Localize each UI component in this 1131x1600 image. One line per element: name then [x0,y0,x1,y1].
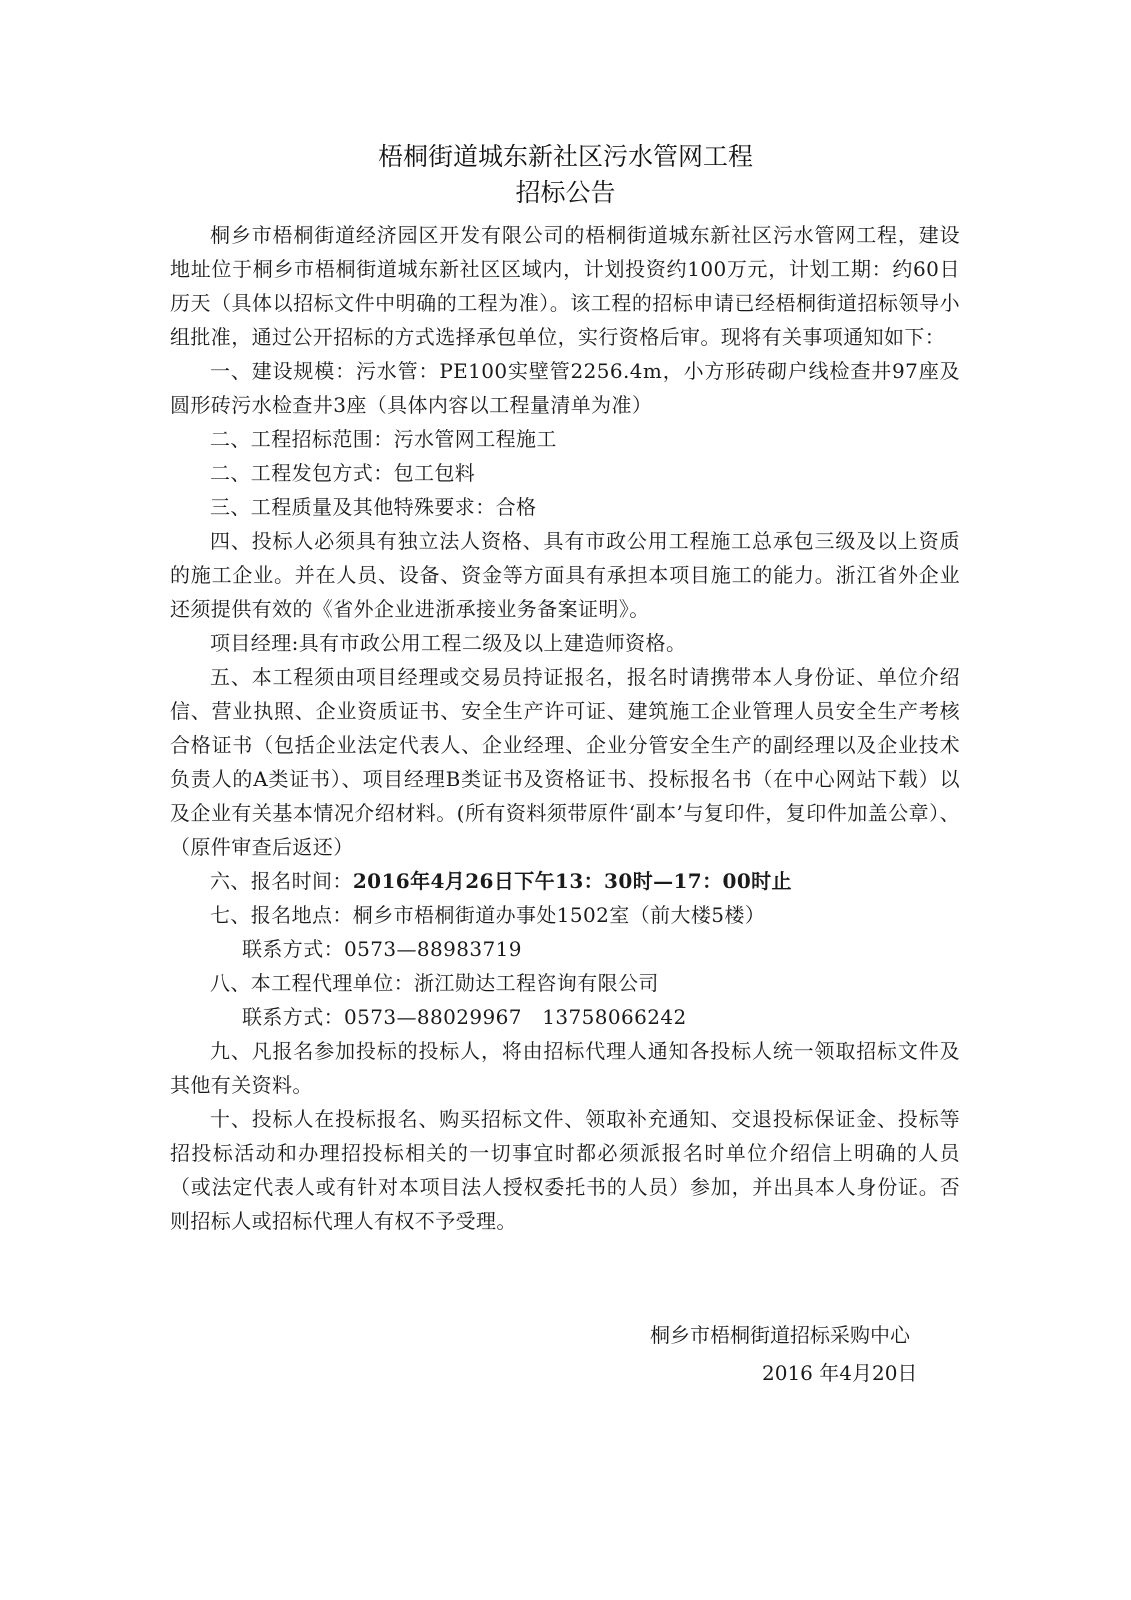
item-document-collection: 九、凡报名参加投标的投标人，将由招标代理人通知各投标人统一领取招标文件及其他有关资料。 [170,1039,960,1097]
registration-time-value: 2016年4月26日下午13：30时—17：00时止 [352,869,792,893]
intro-paragraph: 桐乡市梧桐街道经济园区开发有限公司的梧桐街道城东新社区污水管网工程，建设地址位于桐乡市梧桐街道城东新社区区域内，计划投资约100万元，计划工期：约60日历天（具体以招标文件中明确的工程为准）。该工程的招标申请已经梧桐街道招标领导小组批准，通过公开招标的方式选择承包单位，实行资格后审。现将有关事项通知如下： [170,223,960,349]
contact-registration: 联系方式：0573—88983719 [242,937,522,961]
document-title: 梧桐街道城东新社区污水管网工程 [377,142,753,171]
item-authorized-personnel: 十、投标人在投标报名、购买招标文件、领取补充通知、交退投标保证金、投标等招投标活动和办理招投标相关的一切事宜时都必须派报名时单位介绍信上明确的人员（或法定代表人或有针对本项目法人授权委托书的人员）参加，并出具本人身份证。否则招标人或招标代理人有权不予受理。 [170,1107,960,1233]
item-bidder-qualifications: 四、投标人必须具有独立法人资格、具有市政公用工程施工总承包三级及以上资质的施工企业。并在人员、设备、资金等方面具有承担本项目施工的能力。浙江省外企业还须提供有效的《省外企业进浙承接业务备案证明》。 [170,529,960,621]
item-agent-company: 八、本工程代理单位：浙江勋达工程咨询有限公司 [210,971,659,995]
document-body [170,218,960,1238]
signature-date: 2016 年4月20日 [762,1361,918,1385]
contact-agent: 联系方式：0573—88029967 13758066242 [242,1005,687,1029]
signature-organization: 桐乡市梧桐街道招标采购中心 [650,1323,910,1347]
item-registration-location: 七、报名地点：桐乡市梧桐街道办事处1502室（前大楼5楼） [210,903,766,927]
document-subtitle: 招标公告 [515,178,616,207]
item-quality-requirements: 三、工程质量及其他特殊要求：合格 [210,495,537,519]
item-registration-documents: 五、本工程须由项目经理或交易员持证报名，报名时请携带本人身份证、单位介绍信、营业执照、企业资质证书、安全生产许可证、建筑施工企业管理人员安全生产考核合格证书（包括企业法定代表人、企业经理、企业分管安全生产的副经理以及企业技术负责人的A类证书）、项目经理B类证书及资格证书、投标报名书（在中心网站下载）以及企业有关基本情况介绍材料。(所有资料须带原件‘副本’与复印件，复印件加盖公章）、（原件审查后返还） [170,665,960,859]
project-manager-requirement: 项目经理:具有市政公用工程二级及以上建造师资格。 [210,631,687,655]
item-registration-time [170,864,960,898]
item-bid-scope: 二、工程招标范围：污水管网工程施工 [210,427,557,451]
item-construction-scale: 一、建设规模：污水管：PE100实壁管2256.4m，小方形砖砌户线检查井97座及圆形砖污水检查井3座（具体内容以工程量清单为准） [170,359,960,417]
registration-time-label: 六、报名时间： [210,869,353,893]
item-contract-mode: 二、工程发包方式：包工包料 [210,461,476,485]
